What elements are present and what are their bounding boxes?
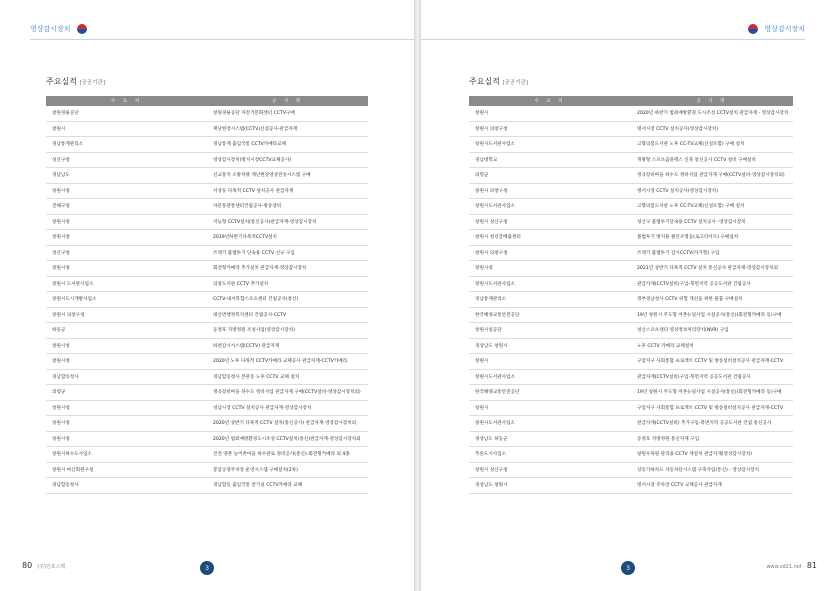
client-cell: 경남합동청사 <box>46 478 207 494</box>
table-row <box>469 354 793 370</box>
client-cell: 창원시 의창구청 <box>469 245 631 261</box>
taegeuk-icon <box>748 24 758 34</box>
client-cell: 경상남도 하동군 <box>469 431 631 447</box>
project-cell: 2020년 노후 다목적 CCTV카메라 교체공사 관급자재-CCTV카메라 <box>207 354 368 370</box>
client-cell: 창원시 성산구청 <box>469 214 631 230</box>
table-row <box>469 369 793 385</box>
page-number: 81 <box>806 561 817 570</box>
client-cell: 성산구청 <box>46 152 207 168</box>
table-row <box>46 385 368 401</box>
client-cell: 창원시 마산회원구청 <box>46 462 207 478</box>
left-header-rule <box>30 39 414 40</box>
client-cell: 푸른도시사업소 <box>469 447 631 463</box>
client-cell: 창원시 의창구청 <box>469 121 631 137</box>
table-row <box>469 152 793 168</box>
table-row <box>46 199 368 215</box>
table-row <box>469 431 793 447</box>
client-cell: 창원시도서관사업소 <box>469 416 631 432</box>
project-cell: 2020년 범죄예방환경도시조성 CCTV설치(통신)관급자재-영상감시장치외 <box>207 431 368 447</box>
left-page <box>0 0 414 591</box>
client-cell: 경남남도 <box>46 168 207 184</box>
project-cell: 자문통관통센터건립공사-방송장비 <box>207 199 368 215</box>
table-row <box>469 400 793 416</box>
client-cell: 하동군 <box>46 323 207 339</box>
client-cell: 창원시도서관사업소 <box>469 276 631 292</box>
left-header <box>30 24 87 34</box>
client-cell: 창원시도서관사업소 <box>469 137 631 153</box>
table-row <box>46 431 368 447</box>
project-cell: 경남합동 출입국통 전기실 CCTV카메라 교체 <box>207 478 368 494</box>
table-row <box>46 338 368 354</box>
table-row <box>46 106 368 121</box>
table-row <box>469 183 793 199</box>
project-cell: 대산면행정복지센터 건립공사-CCTV <box>207 307 368 323</box>
client-cell: 경남통계관리소 <box>46 137 207 153</box>
project-cell: 개방형 스포츠콤플렉스 신축 통신공사 CCTV 설비 구매설치 <box>631 152 793 168</box>
project-cell: 하천감시시스템(CCTV) 관급자재 <box>207 338 368 354</box>
table-row <box>469 261 793 277</box>
project-cell: 볼법투기 방지용 클린조명등(로고라이트) 구매설치 <box>631 230 793 246</box>
project-cell: 성산스포츠센터 영상정보처리장치(NVR) 구입 <box>631 323 793 339</box>
client-cell: 창원시청 <box>46 354 207 370</box>
table-row <box>469 214 793 230</box>
table-row <box>469 478 793 494</box>
client-cell: 창원시청 <box>46 400 207 416</box>
right-header <box>748 24 805 34</box>
table-row <box>46 261 368 277</box>
table-row <box>469 276 793 292</box>
client-cell: 의령군 <box>469 168 631 184</box>
project-cell: 동정호 지방정원 조성사업(영상감시장치) <box>207 323 368 339</box>
right-section-title: 주요실적 [공공기관] <box>469 77 529 86</box>
company-url: www.sd21.net <box>766 564 802 570</box>
project-cell: 상등가하차도 자동차단시스템 구축사업(통신) - 영상감시장치 <box>631 462 793 478</box>
project-cell: 관급자재(CCTV설비) 추가구입-북면지역 공공도서관 건립 통신공사 <box>631 416 793 432</box>
project-cell: 지능형 CCTV설치(통신공사)관급자재-영상감시장치 <box>207 214 368 230</box>
table-header-row <box>46 96 368 106</box>
table-row <box>46 416 368 432</box>
project-cell: 성산구 불법투기단속용 CCTV 설치공사 -영상감시장치 <box>631 214 793 230</box>
client-cell: 경상남도 창원시 <box>469 478 631 494</box>
right-page <box>421 0 835 591</box>
project-cell: 경남합동청사 본관동 노후 CCTV 교체 설치 <box>207 369 368 385</box>
client-cell: 창원시 청년층배출센터 <box>469 230 631 246</box>
table-row <box>469 245 793 261</box>
client-cell: 창원시청 <box>46 214 207 230</box>
table-row <box>469 338 793 354</box>
table-row <box>46 121 368 137</box>
table-row <box>46 137 368 153</box>
right-brand-text: 영상감시장치 <box>764 25 805 33</box>
client-cell: 성산구청 <box>46 245 207 261</box>
project-cell: 19년 창원시 주도형 어촌뉴딜사업 시설공사(통신)(회전형카메라 등)구매 <box>631 307 793 323</box>
left-results-table <box>46 96 368 494</box>
client-cell: 한국해양교통안전공단 <box>469 385 631 401</box>
table-row <box>46 400 368 416</box>
project-cell: 영상감시장치(방지시장CCTV교체공사) <box>207 152 368 168</box>
project-cell: 쓰레기 불법투기 단속용 CCTV 신규 구입 <box>207 245 368 261</box>
project-cell: 노후 CCTV 카메라 교체설치 <box>631 338 793 354</box>
client-cell: 경남합동청사 <box>46 369 207 385</box>
table-row <box>469 462 793 478</box>
client-cell: 창원시설공단 <box>469 323 631 339</box>
client-cell: 창원시청 <box>46 183 207 199</box>
project-cell: 쓰레기 불법투기 감시CCTV(자가형) 구입 <box>631 245 793 261</box>
table-row <box>46 447 368 463</box>
client-cell: 창원시 <box>469 354 631 370</box>
left-brand-text: 영상감시장치 <box>30 25 71 33</box>
project-cell: 정곡장비마을 하수도 정비사업 관급자재 구매(CCTV설비-영상감시장치외) <box>631 168 793 184</box>
header-project: 공 사 명 <box>207 96 368 106</box>
client-cell: 창원시하수도사업소 <box>46 447 207 463</box>
client-cell: 의령군 <box>46 385 207 401</box>
table-header-row <box>469 96 793 106</box>
company-name: (주)인포스텍 <box>37 564 66 570</box>
table-row <box>46 214 368 230</box>
project-cell: 창원수목원 관리용 CCTV 재설치 관급자재(영상감시장치) <box>631 447 793 463</box>
client-cell: 창원시 성산구청 <box>469 462 631 478</box>
table-row <box>469 106 793 121</box>
table-row <box>469 230 793 246</box>
right-page-footer <box>766 561 817 570</box>
table-row <box>46 462 368 478</box>
table-row <box>46 369 368 385</box>
taegeuk-icon <box>77 24 87 34</box>
project-cell: 봉암공영주차장 운영시스템 구매설치(2차) <box>207 462 368 478</box>
project-cell: 고향의봄도서관 노후 CC-TV교체(신설포함) 구매 설치 <box>631 199 793 215</box>
project-cell: 19년 창원시 주도형 어촌뉴딜사업 시설공사(통신)(회전형카메라 등)구매 <box>631 385 793 401</box>
client-cell: 진해구청 <box>46 199 207 215</box>
project-cell: 2020년 상반기 다목적 CCTV 설치(통신공사) 관급자재-영상감시장치외 <box>207 416 368 432</box>
client-cell: 창원시청 <box>46 338 207 354</box>
government-emblem <box>77 24 87 34</box>
table-row <box>46 276 368 292</box>
project-cell: 재난현장시스템(CCTV)신설공사-관급자재 <box>207 121 368 137</box>
table-row <box>46 354 368 370</box>
table-row <box>46 307 368 323</box>
project-cell: 명서시장 CCTV 설치공사(영상감시장치) <box>631 121 793 137</box>
project-cell: 고향의봄도서관 노후 CC-TV교체(신설포함) 구매 설치 <box>631 137 793 153</box>
table-row <box>469 292 793 308</box>
project-cell: 의창도서관 CCTV 추가설치 <box>207 276 368 292</box>
table-row <box>469 385 793 401</box>
table-row <box>46 292 368 308</box>
client-cell: 창원시청 <box>46 416 207 432</box>
page-number: 80 <box>22 561 33 570</box>
company-logo-icon: 3 <box>200 561 214 575</box>
project-cell: 관급자재(CCTV설비)구입-북면지역 공공도서관 건립공사 <box>631 276 793 292</box>
project-cell: 명서시장 CCTV 설치공사(영상감시장치) <box>631 183 793 199</box>
client-cell: 경남대학교 <box>469 152 631 168</box>
table-row <box>46 478 368 494</box>
project-cell: 2019년하반기다목적CCTV설치 <box>207 230 368 246</box>
client-cell: 창원시 <box>46 121 207 137</box>
project-cell: 2021년 상반기 다목적 CCTV 설치 통신공사 관급자재-영상감시장치외 <box>631 261 793 277</box>
table-row <box>469 168 793 184</box>
project-cell: 정부경남청사 CCTV 위험 개선을 위한 물품 구매설치 <box>631 292 793 308</box>
project-cell: 신교통지 소방차량 재난현장영상전송시스템 구매 <box>207 168 368 184</box>
government-emblem <box>748 24 758 34</box>
company-logo-icon: 3 <box>621 561 635 575</box>
client-cell: 창원시청 <box>469 261 631 277</box>
client-cell: 창원경륜공단 <box>46 106 207 121</box>
right-header-rule <box>421 39 805 40</box>
client-cell: 한국해양교통안전공단 <box>469 307 631 323</box>
table-row <box>46 230 368 246</box>
client-cell: 창원시도서관사업소 <box>469 199 631 215</box>
client-cell: 창원시도서관사업소 <box>469 369 631 385</box>
table-row <box>469 137 793 153</box>
table-row <box>46 183 368 199</box>
client-cell: 창원시 도서관사업소 <box>46 276 207 292</box>
project-cell: 서상동 다목적 CCTV 설치공사 관급자재 <box>207 183 368 199</box>
project-cell: 회전형카메라 추가설치 관급자재-영상감시장치 <box>207 261 368 277</box>
right-results-table <box>469 96 793 494</box>
client-cell: 창원시 의창구청 <box>46 307 207 323</box>
project-cell: 명서시장 주차장 CCTV 교체공사 관급자재 <box>631 478 793 494</box>
client-cell: 창원시 의창구청 <box>469 183 631 199</box>
project-cell: 관급자재(CCTV설비)구입-북면지역 공공도서관 건립공사 <box>631 369 793 385</box>
table-row <box>469 447 793 463</box>
client-cell: 창원시청 <box>46 431 207 447</box>
project-cell: 정곡장비마을 하수도 정비사업 관급자재 구매(CCTV설비-영상감시장치외) <box>207 385 368 401</box>
table-row <box>469 416 793 432</box>
client-cell: 창원시청 <box>46 230 207 246</box>
project-cell: 2020년 하반기 범죄예방환경 도시조성 CCTV설치 관급자재 - 영상감시장치 <box>631 106 793 121</box>
project-cell: 동정호 지방정원 통신자재 구입 <box>631 431 793 447</box>
project-cell: 구암지구 사회통합 프로젝트 CCTV 및 방송설비설치공사 관급자재-CCTV <box>631 354 793 370</box>
table-row <box>46 245 368 261</box>
project-cell: 진전 양촌 농어촌마을 하수관로 정비공사(통신)-회전형카메라 외 4종 <box>207 447 368 463</box>
left-page-footer <box>22 561 65 570</box>
project-cell: 창원경륜공단 자전거문화센터 CCTV구매 <box>207 106 368 121</box>
client-cell: 창원시 <box>469 106 631 121</box>
project-cell: CCTV-내서복합스포츠센터 건립공사(통신) <box>207 292 368 308</box>
table-row <box>469 121 793 137</box>
client-cell: 경남통계관리소 <box>469 292 631 308</box>
client-cell: 창원시청 <box>46 261 207 277</box>
table-row <box>469 199 793 215</box>
table-row <box>46 152 368 168</box>
header-client: 수 요 처 <box>46 96 207 106</box>
header-project: 공 사 명 <box>631 96 793 106</box>
book-gutter <box>414 0 421 591</box>
client-cell: 창원시도시개발사업소 <box>46 292 207 308</box>
project-cell: 성남시장 CCTV 설치공사 관급자재-영상감시장치 <box>207 400 368 416</box>
table-row <box>46 323 368 339</box>
table-row <box>469 323 793 339</box>
table-row <box>469 307 793 323</box>
client-cell: 창원시 <box>469 400 631 416</box>
project-cell: 경남통계 출입국통 CCTV카메라교체 <box>207 137 368 153</box>
header-client: 수 요 처 <box>469 96 631 106</box>
client-cell: 경상남도 창원시 <box>469 338 631 354</box>
project-cell: 구암지구 사회통합 프로젝트 CCTV 및 방송설비설치공사 관급자재-CCTV <box>631 400 793 416</box>
left-section-title: 주요실적 [공공기관] <box>46 77 106 86</box>
table-row <box>46 168 368 184</box>
